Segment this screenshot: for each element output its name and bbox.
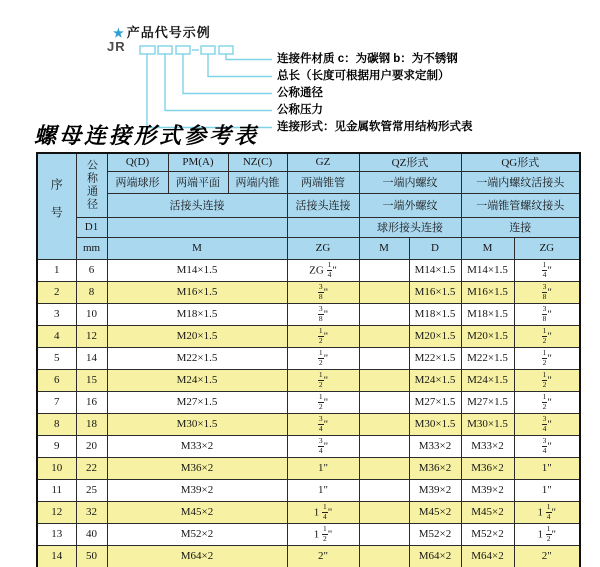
cell-dn-mm: 12: [76, 325, 107, 347]
header-pm-sub: 两端平面: [168, 171, 228, 193]
cell-seq: 8: [37, 413, 76, 435]
cell-seq: 1: [37, 259, 76, 281]
diagram-title: [113, 22, 211, 41]
header-dn: 公称通径: [76, 153, 107, 217]
cell-zg-gz: $\frac{3}{4}$ ": [287, 413, 359, 435]
label-nominal-pressure: 公称压力: [277, 104, 323, 116]
header-qz-sub2: 一端外螺纹: [359, 193, 461, 217]
code-box-3: [176, 46, 190, 54]
table-title: 螺母连接形式参考表: [34, 123, 260, 149]
cell-dn-mm: 22: [76, 457, 107, 479]
cell-seq: 11: [37, 479, 76, 501]
header-empty-gz: [287, 217, 359, 237]
cell-zg-gz: $\frac{3}{4}$ ": [287, 435, 359, 457]
table-row: [37, 545, 580, 567]
cell-qg-zg: $\frac{3}{4}$ ": [514, 435, 580, 457]
header-qg-sub: 一端内螺纹活接头: [461, 171, 580, 193]
cell-seq: 13: [37, 523, 76, 545]
cell-qg-m: M39×2: [461, 479, 514, 501]
cell-zg-gz: 2": [287, 545, 359, 567]
header-gz-connection: 活接头连接: [287, 193, 359, 217]
cell-qg-zg: 2": [514, 545, 580, 567]
connector-line-form: [147, 54, 272, 128]
header-nz: NZ(C): [228, 153, 287, 171]
cell-zg-gz: $\frac{1}{2}$ ": [287, 347, 359, 369]
fraction: $\frac{3}{8}$: [318, 304, 323, 323]
cell-qz-d: M22×1.5: [409, 347, 461, 369]
cell-qg-m: M36×2: [461, 457, 514, 479]
cell-qz-d: M24×1.5: [409, 369, 461, 391]
code-box-5: [219, 46, 233, 54]
cell-qz-m: [359, 479, 409, 501]
table-row: [37, 369, 580, 391]
code-box-2: [158, 46, 172, 54]
cell-seq: 7: [37, 391, 76, 413]
header-zg-gz: ZG: [287, 237, 359, 259]
table-body: [37, 259, 580, 567]
fraction: $\frac{1}{2}$: [542, 348, 547, 367]
cell-dn-mm: 16: [76, 391, 107, 413]
cell-qz-m: [359, 391, 409, 413]
table-row: [37, 325, 580, 347]
table-row: [37, 281, 580, 303]
cell-zg-gz: 1": [287, 479, 359, 501]
header-m-qg: M: [461, 237, 514, 259]
cell-m-union: M22×1.5: [107, 347, 287, 369]
cell-dn-mm: 25: [76, 479, 107, 501]
fraction: $\frac{3}{4}$: [542, 414, 547, 433]
cell-qz-d: M39×2: [409, 479, 461, 501]
header-d-qz: D: [409, 237, 461, 259]
nut-connection-table: [36, 152, 581, 567]
fraction: $\frac{1}{2}$: [546, 524, 551, 543]
cell-dn-mm: 15: [76, 369, 107, 391]
cell-qz-m: [359, 501, 409, 523]
cell-dn-mm: 50: [76, 545, 107, 567]
header-m-union: M: [107, 237, 287, 259]
cell-qg-m: M52×2: [461, 523, 514, 545]
table-row: [37, 259, 580, 281]
table-header: [37, 153, 580, 259]
fraction: $\frac{1}{4}$: [327, 260, 332, 279]
fraction: $\frac{3}{8}$: [318, 282, 323, 301]
connector-line-material: [226, 54, 272, 60]
header-qz-connection: 球形接头连接: [359, 217, 461, 237]
cell-seq: 12: [37, 501, 76, 523]
fraction: $\frac{1}{2}$: [542, 392, 547, 411]
fraction: $\frac{1}{2}$: [318, 348, 323, 367]
cell-qz-d: M30×1.5: [409, 413, 461, 435]
table-row: [37, 501, 580, 523]
header-q-sub: 两端球形: [107, 171, 168, 193]
header-union-connection: 活接头连接: [107, 193, 287, 217]
cell-qg-m: M30×1.5: [461, 413, 514, 435]
cell-m-union: M52×2: [107, 523, 287, 545]
fraction: $\frac{1}{4}$: [542, 260, 547, 279]
cell-dn-mm: 18: [76, 413, 107, 435]
label-nominal-diameter: 公称通径: [277, 87, 323, 99]
cell-m-union: M20×1.5: [107, 325, 287, 347]
cell-qz-m: [359, 435, 409, 457]
diagram-title-text: 产品代号示例: [126, 25, 211, 40]
code-box-4: [201, 46, 215, 54]
cell-qg-m: M14×1.5: [461, 259, 514, 281]
label-material: 连接件材质 c：为碳钢 b：为不锈钢: [277, 53, 458, 65]
cell-zg-gz: $\frac{3}{8}$ ": [287, 303, 359, 325]
fraction: $\frac{1}{2}$: [318, 326, 323, 345]
cell-m-union: M24×1.5: [107, 369, 287, 391]
cell-qz-d: M52×2: [409, 523, 461, 545]
cell-seq: 14: [37, 545, 76, 567]
cell-m-union: M36×2: [107, 457, 287, 479]
cell-zg-gz: ZG $\frac{1}{4}$ ": [287, 259, 359, 281]
cell-qz-d: M64×2: [409, 545, 461, 567]
header-m-qz: M: [359, 237, 409, 259]
cell-qz-d: M45×2: [409, 501, 461, 523]
fraction: $\frac{3}{4}$: [318, 414, 323, 433]
cell-m-union: M39×2: [107, 479, 287, 501]
cell-qg-zg: $\frac{1}{2}$ ": [514, 347, 580, 369]
header-nz-sub: 两端内锥: [228, 171, 287, 193]
cell-qg-zg: $\frac{1}{4}$ ": [514, 259, 580, 281]
header-qz-sub: 一端内螺纹: [359, 171, 461, 193]
cell-seq: 10: [37, 457, 76, 479]
cell-qz-d: M27×1.5: [409, 391, 461, 413]
cell-zg-gz: $\frac{3}{8}$ ": [287, 281, 359, 303]
cell-qg-zg: 1": [514, 457, 580, 479]
fraction: $\frac{3}{4}$: [318, 436, 323, 455]
label-connection-form: 连接形式：见金属软管常用结构形式表: [277, 121, 473, 133]
cell-zg-gz: $\frac{1}{2}$ ": [287, 325, 359, 347]
connector-line-length: [208, 54, 272, 77]
cell-seq: 4: [37, 325, 76, 347]
cell-dn-mm: 40: [76, 523, 107, 545]
cell-m-union: M33×2: [107, 435, 287, 457]
cell-qg-m: M20×1.5: [461, 325, 514, 347]
table-row: [37, 523, 580, 545]
cell-qz-m: [359, 347, 409, 369]
fraction: $\frac{1}{2}$: [323, 524, 327, 543]
cell-qg-zg: 1 $\frac{1}{4}$ ": [514, 501, 580, 523]
fraction: $\frac{3}{8}$: [542, 282, 547, 301]
cell-dn-mm: 10: [76, 303, 107, 325]
cell-m-union: M30×1.5: [107, 413, 287, 435]
cell-qg-zg: $\frac{1}{2}$ ": [514, 391, 580, 413]
cell-qz-m: [359, 457, 409, 479]
header-empty-left: [107, 217, 287, 237]
cell-zg-gz: 1 $\frac{1}{2}$ ": [287, 523, 359, 545]
table-row: [37, 479, 580, 501]
cell-dn-mm: 20: [76, 435, 107, 457]
cell-dn-mm: 32: [76, 501, 107, 523]
cell-seq: 9: [37, 435, 76, 457]
connector-line-pressure: [165, 54, 272, 111]
header-d1: D1: [76, 217, 107, 237]
cell-qg-zg: $\frac{3}{8}$ ": [514, 281, 580, 303]
cell-m-union: M16×1.5: [107, 281, 287, 303]
cell-qz-m: [359, 413, 409, 435]
table-row: [37, 413, 580, 435]
cell-dn-mm: 14: [76, 347, 107, 369]
cell-zg-gz: $\frac{1}{2}$ ": [287, 391, 359, 413]
table-row: [37, 457, 580, 479]
header-qz-group: QZ形式: [359, 153, 461, 171]
cell-qz-d: M16×1.5: [409, 281, 461, 303]
label-total-length: 总长（长度可根据用户要求定制）: [277, 70, 450, 82]
cell-qg-m: M16×1.5: [461, 281, 514, 303]
header-qg-sub2: 一端锥管螺纹接头: [461, 193, 580, 217]
fraction: $\frac{3}{4}$: [542, 436, 547, 455]
header-seq: 序号: [37, 153, 76, 259]
cell-m-union: M14×1.5: [107, 259, 287, 281]
cell-qg-zg: $\frac{1}{2}$ ": [514, 325, 580, 347]
header-qg-group: QG形式: [461, 153, 580, 171]
code-box-1: [140, 46, 155, 54]
cell-qg-zg: $\frac{3}{4}$ ": [514, 413, 580, 435]
table-row: [37, 391, 580, 413]
cell-qg-zg: $\frac{3}{8}$ ": [514, 303, 580, 325]
cell-zg-gz: $\frac{1}{2}$ ": [287, 369, 359, 391]
header-qg-connection: 连接: [461, 217, 580, 237]
cell-qz-m: [359, 523, 409, 545]
header-zg-qg: ZG: [514, 237, 580, 259]
fraction: $\frac{1}{2}$: [542, 370, 547, 389]
cell-qg-m: M45×2: [461, 501, 514, 523]
cell-m-union: M45×2: [107, 501, 287, 523]
cell-qz-d: M33×2: [409, 435, 461, 457]
code-prefix: JR: [107, 39, 126, 54]
cell-zg-gz: 1 $\frac{1}{4}$ ": [287, 501, 359, 523]
fraction: $\frac{1}{2}$: [318, 370, 323, 389]
cell-qz-d: M18×1.5: [409, 303, 461, 325]
cell-seq: 3: [37, 303, 76, 325]
fraction: $\frac{1}{4}$: [546, 502, 551, 521]
cell-qg-zg: 1 $\frac{1}{2}$ ": [514, 523, 580, 545]
cell-qg-m: M64×2: [461, 545, 514, 567]
cell-qg-m: M27×1.5: [461, 391, 514, 413]
cell-dn-mm: 6: [76, 259, 107, 281]
cell-m-union: M64×2: [107, 545, 287, 567]
table-row: [37, 303, 580, 325]
cell-qg-m: M33×2: [461, 435, 514, 457]
table-row: [37, 435, 580, 457]
cell-qz-d: M20×1.5: [409, 325, 461, 347]
header-gz-sub: 两端锥管: [287, 171, 359, 193]
cell-qg-m: M18×1.5: [461, 303, 514, 325]
cell-m-union: M27×1.5: [107, 391, 287, 413]
fraction: $\frac{1}{2}$: [318, 392, 323, 411]
cell-qg-m: M22×1.5: [461, 347, 514, 369]
cell-qz-m: [359, 303, 409, 325]
fraction: $\frac{3}{8}$: [542, 304, 547, 323]
cell-qz-m: [359, 369, 409, 391]
cell-qz-m: [359, 281, 409, 303]
cell-zg-gz: 1": [287, 457, 359, 479]
header-q: Q(D): [107, 153, 168, 171]
cell-m-union: M18×1.5: [107, 303, 287, 325]
cell-dn-mm: 8: [76, 281, 107, 303]
cell-seq: 5: [37, 347, 76, 369]
cell-seq: 2: [37, 281, 76, 303]
fraction: $\frac{1}{4}$: [323, 502, 327, 521]
header-gz: GZ: [287, 153, 359, 171]
cell-qz-d: M14×1.5: [409, 259, 461, 281]
cell-qz-m: [359, 259, 409, 281]
cell-qz-d: M36×2: [409, 457, 461, 479]
star-icon: ★: [113, 26, 125, 40]
cell-qz-m: [359, 545, 409, 567]
cell-qg-zg: $\frac{1}{2}$ ": [514, 369, 580, 391]
fraction: $\frac{1}{2}$: [542, 326, 547, 345]
cell-seq: 6: [37, 369, 76, 391]
table-row: [37, 347, 580, 369]
header-mm: mm: [76, 237, 107, 259]
cell-qg-m: M24×1.5: [461, 369, 514, 391]
cell-qg-zg: 1": [514, 479, 580, 501]
header-pm: PM(A): [168, 153, 228, 171]
cell-qz-m: [359, 325, 409, 347]
